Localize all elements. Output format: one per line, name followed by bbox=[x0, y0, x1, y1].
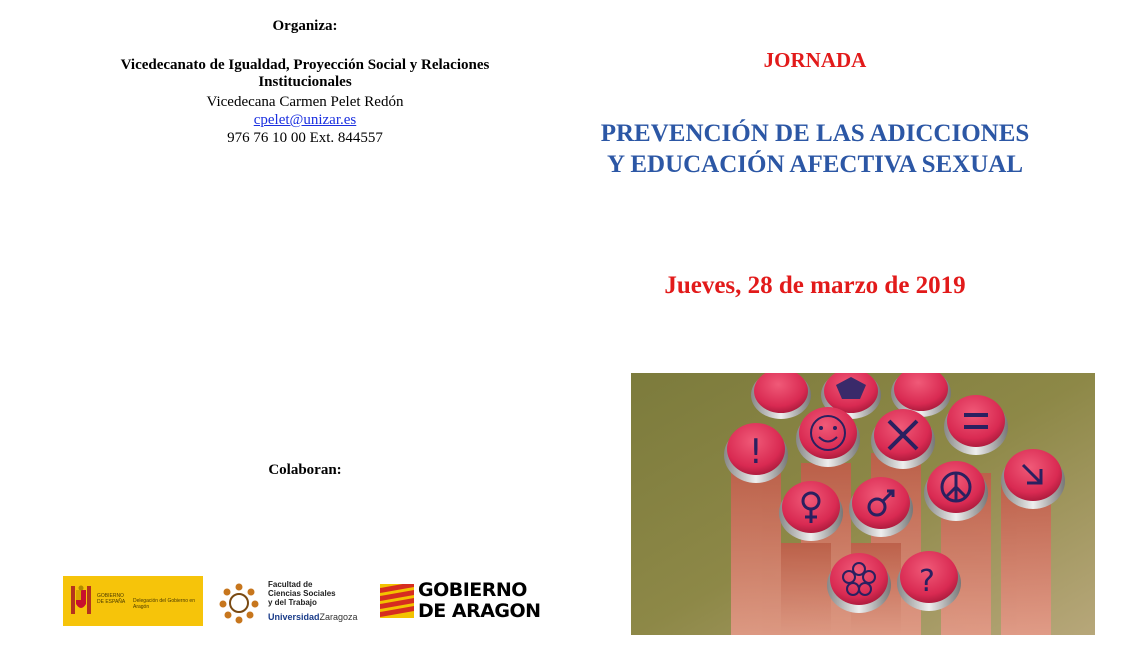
event-title-line1: PREVENCIÓN DE LAS ADICCIONES bbox=[600, 120, 1030, 147]
organizer-email-link[interactable]: cpelet@unizar.es bbox=[253, 112, 357, 128]
colaboran-heading: Colaboran: bbox=[268, 462, 342, 478]
pencil-erasers-photo bbox=[631, 373, 1095, 635]
svg-text:?: ? bbox=[919, 564, 935, 599]
organiza-heading: Organiza: bbox=[272, 18, 338, 34]
gobierno-aragon-logo bbox=[380, 580, 550, 624]
gobierno-espana-line2: DE ESPAÑA bbox=[97, 599, 126, 605]
gobierno-espana-text bbox=[97, 593, 125, 605]
aragon-flag-icon bbox=[380, 584, 414, 618]
organizer-phone: 976 76 10 00 Ext. 844557 bbox=[227, 130, 383, 146]
event-title-line2: Y EDUCACIÓN AFECTIVA SEXUAL bbox=[606, 151, 1024, 178]
universidad-zaragoza-text bbox=[268, 612, 358, 622]
gobierno-espana-line1: GOBIERNO bbox=[97, 593, 124, 599]
facultad-line3: y del Trabajo bbox=[268, 598, 317, 607]
organizer-name: Vicedecanato de Igualdad, Proyección Social y Relaciones Institucionales bbox=[120, 57, 490, 90]
coat-of-arms-icon bbox=[69, 584, 93, 618]
aragon-line1: GOBIERNO bbox=[418, 579, 527, 601]
event-label: JORNADA bbox=[763, 48, 867, 72]
aragon-line2: DE ARAGON bbox=[418, 600, 541, 622]
svg-text:!: ! bbox=[749, 432, 763, 472]
facultad-circle-icon bbox=[218, 582, 260, 624]
gobierno-espana-logo bbox=[63, 576, 203, 626]
universidad-word: Universidad bbox=[268, 612, 320, 622]
gobierno-aragon-text bbox=[418, 580, 541, 622]
delegacion-text: Delegación del Gobierno en Aragón bbox=[133, 598, 195, 610]
event-date: Jueves, 28 de marzo de 2019 bbox=[664, 272, 966, 299]
facultad-line2: Ciencias Sociales bbox=[268, 589, 336, 598]
facultad-logo bbox=[218, 578, 368, 628]
zaragoza-word: Zaragoza bbox=[319, 612, 358, 622]
event-title bbox=[560, 118, 1070, 180]
facultad-line1: Facultad de bbox=[268, 580, 313, 589]
organizer-person: Vicedecana Carmen Pelet Redón bbox=[206, 94, 404, 110]
facultad-text bbox=[268, 580, 336, 607]
